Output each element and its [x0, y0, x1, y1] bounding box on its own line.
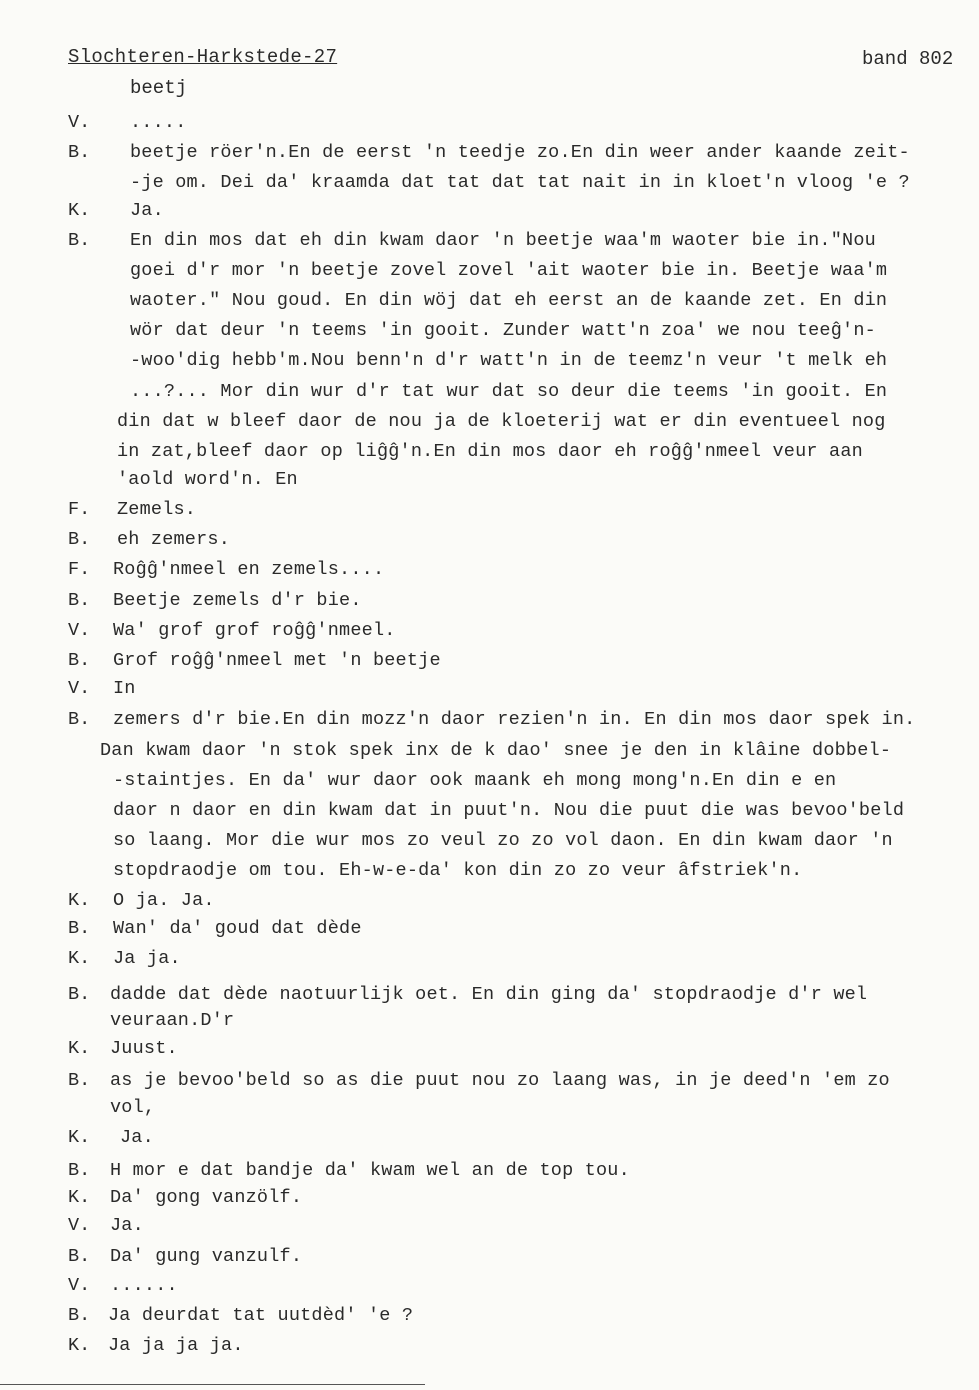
tape-number: band 802 — [862, 48, 954, 70]
transcript-line: Ja ja. — [113, 948, 181, 969]
transcript-line: eh zemers. — [117, 529, 231, 550]
transcript-line: Wan' da' goud dat dède — [113, 918, 362, 939]
speaker-label: V. — [68, 620, 91, 641]
transcript-line: veuraan.D'r — [110, 1010, 235, 1031]
transcript-line: Ja. — [110, 1215, 144, 1236]
speaker-label: B. — [68, 529, 91, 550]
transcript-line: zemers d'r bie.En din mozz'n daor rezien'n in. En din mos daor spek in. — [113, 709, 916, 730]
speaker-label: F. — [68, 499, 91, 520]
transcript-line: H mor e dat bandje da' kwam wel an de top tou. — [110, 1160, 630, 1181]
transcript-line: Ja. — [130, 200, 164, 221]
speaker-label: V. — [68, 678, 91, 699]
speaker-label: B. — [68, 984, 91, 1005]
speaker-label: B. — [68, 709, 91, 730]
transcript-line: Wa' grof grof roĝĝ'nmeel. — [113, 620, 396, 641]
transcript-line: Zemels. — [117, 499, 197, 520]
speaker-label: V. — [68, 112, 91, 133]
transcript-line: ...?... Mor din wur d'r tat wur dat so deur die teems 'in gooit. En — [130, 381, 888, 402]
transcript-line: -woo'dig hebb'm.Nou benn'n d'r watt'n in de teemz'n veur 't melk eh — [130, 350, 888, 371]
transcript-line: beetje röer'n.En de eerst 'n teedje zo.En din weer ander kaande zeit- — [130, 142, 910, 163]
transcript-line: stopdraodje om tou. Eh-w-e-da' kon din zo zo veur âfstriek'n. — [113, 860, 803, 881]
transcript-line: En din mos dat eh din kwam daor 'n beetje waa'm waoter bie in."Nou — [130, 230, 876, 251]
speaker-label: K. — [68, 1127, 91, 1148]
speaker-label: K. — [68, 948, 91, 969]
transcript-line: daor n daor en din kwam dat in puut'n. Nou die puut die was bevoo'beld — [113, 800, 905, 821]
transcript-line: so laang. Mor die wur mos zo veul zo zo vol daon. En din kwam daor 'n — [113, 830, 893, 851]
page-header-title: Slochteren-Harkstede-27 — [68, 46, 338, 68]
speaker-label: V. — [68, 1215, 91, 1236]
transcript-line: wör dat deur 'n teems 'in gooit. Zunder watt'n zoa' we nou teeĝ'n- — [130, 320, 876, 341]
speaker-label: K. — [68, 890, 91, 911]
transcript-line: Dan kwam daor 'n stok spek inx de k dao' snee je den in klâine dobbel- — [100, 740, 892, 761]
speaker-label: B. — [68, 142, 91, 163]
speaker-label: B. — [68, 1305, 91, 1326]
speaker-label: B. — [68, 1070, 91, 1091]
footer-divider — [0, 1384, 425, 1385]
transcript-line: Beetje zemels d'r bie. — [113, 590, 362, 611]
transcript-line: 'aold word'n. En — [117, 469, 298, 490]
speaker-label: B. — [68, 1246, 91, 1267]
subheading: beetj — [130, 77, 188, 99]
transcript-line: waoter." Nou goud. En din wöj dat eh eerst an de kaande zet. En din — [130, 290, 888, 311]
speaker-label: B. — [68, 1160, 91, 1181]
transcript-line: Juust. — [110, 1038, 178, 1059]
speaker-label: K. — [68, 1335, 91, 1356]
transcript-line: Da' gung vanzulf. — [110, 1246, 303, 1267]
speaker-label: B. — [68, 918, 91, 939]
transcript-line: Ja deurdat tat uutdèd' 'e ? — [108, 1305, 414, 1326]
transcript-line: as je bevoo'beld so as die puut nou zo laang was, in je deed'n 'em zo — [110, 1070, 890, 1091]
transcript-line: Da' gong vanzölf. — [110, 1187, 303, 1208]
transcript-line: ...... — [110, 1275, 178, 1296]
speaker-label: F. — [68, 559, 91, 580]
transcript-line: goei d'r mor 'n beetje zovel zovel 'ait waoter bie in. Beetje waa'm — [130, 260, 888, 281]
transcript-line: dadde dat dède naotuurlijk oet. En din ging da' stopdraodje d'r wel — [110, 984, 868, 1005]
speaker-label: K. — [68, 1187, 91, 1208]
transcript-line: Roĝĝ'nmeel en zemels.... — [113, 559, 385, 580]
speaker-label: B. — [68, 230, 91, 251]
speaker-label: B. — [68, 650, 91, 671]
transcript-line: -staintjes. En da' wur daor ook maank eh mong mong'n.En din e en — [113, 770, 837, 791]
transcript-line: Grof roĝĝ'nmeel met 'n beetje — [113, 650, 441, 671]
speaker-label: K. — [68, 1038, 91, 1059]
speaker-label: V. — [68, 1275, 91, 1296]
transcript-line: Ja ja ja ja. — [108, 1335, 244, 1356]
transcript-line: din dat w bleef daor de nou ja de kloeterij wat er din eventueel nog — [117, 411, 886, 432]
speaker-label: B. — [68, 590, 91, 611]
transcript-line: Ja. — [120, 1127, 154, 1148]
transcript-line: ..... — [130, 112, 187, 133]
transcript-line: -je om. Dei da' kraamda dat tat dat tat nait in in kloet'n vloog 'e ? — [130, 172, 910, 193]
transcript-line: O ja. Ja. — [113, 890, 215, 911]
transcript-line: In — [113, 678, 136, 699]
transcript-line: vol, — [110, 1097, 156, 1118]
speaker-label: K. — [68, 200, 91, 221]
transcript-line: in zat,bleef daor op liĝĝ'n.En din mos daor eh roĝĝ'nmeel veur aan — [117, 441, 863, 462]
